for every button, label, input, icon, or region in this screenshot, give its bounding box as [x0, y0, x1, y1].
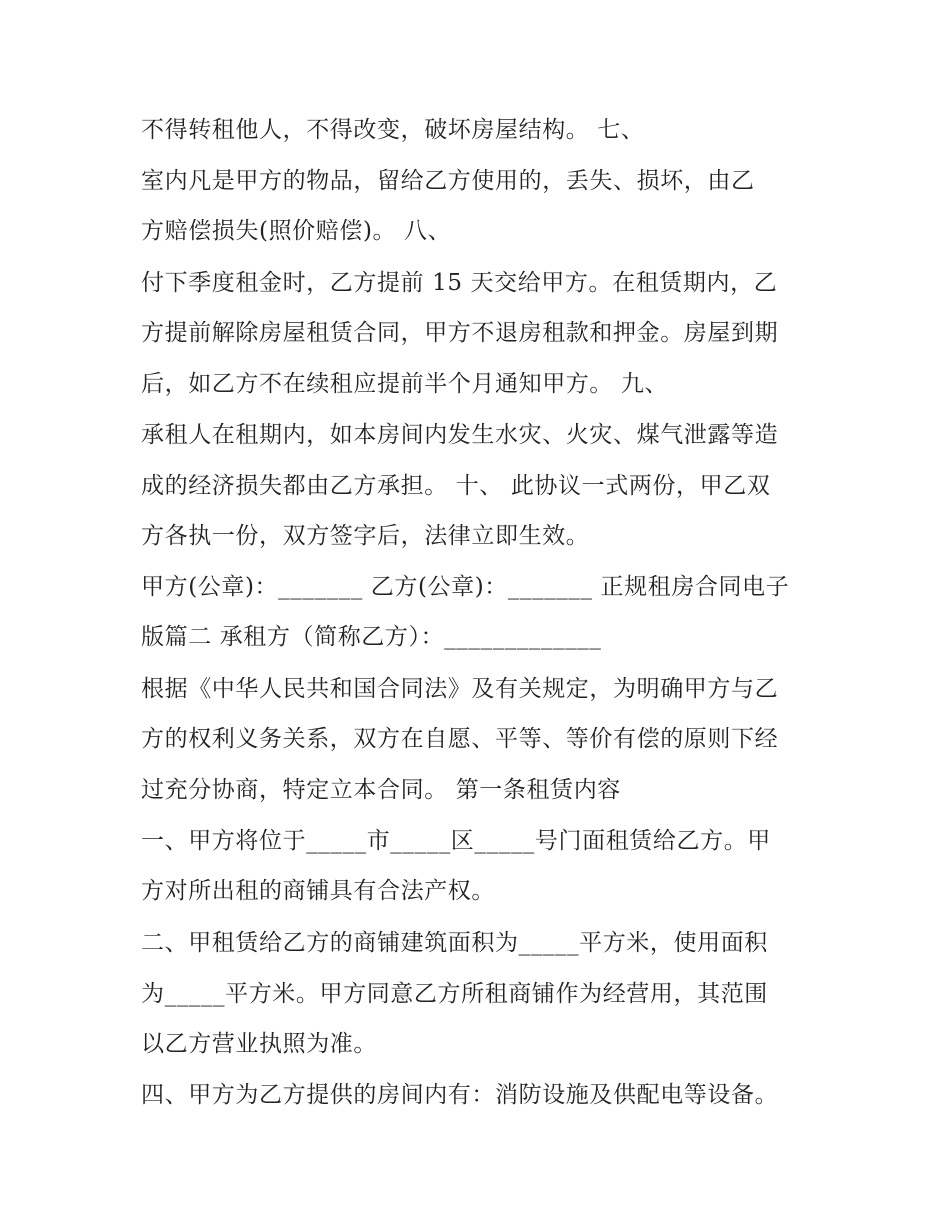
- text-line: 过充分协商，特定立本合同。 第一条租赁内容: [141, 777, 621, 803]
- section-heading-line: 版篇二 承租方（简称乙方）：_____________: [141, 624, 602, 650]
- signature-line: 甲方(公章)：_______ 乙方(公章)：_______ 正规租房合同电子: [141, 574, 790, 600]
- text-line: 方提前解除房屋租赁合同，甲方不退房租款和押金。房屋到期: [141, 320, 779, 346]
- text-line: 付下季度租金时，乙方提前 15 天交给甲方。在租赁期内，乙: [141, 270, 778, 296]
- text-line: 一、甲方将位于_____市_____区_____号门面租赁给乙方。甲: [141, 828, 771, 854]
- text-line: 方赔偿损失(照价赔偿)。 八、: [141, 218, 452, 244]
- text-line: 方各执一份，双方签字后，法律立即生效。: [141, 523, 590, 549]
- text-line: 二、甲租赁给乙方的商铺建筑面积为_____平方米，使用面积: [141, 930, 768, 956]
- text-line: 室内凡是甲方的物品，留给乙方使用的，丢失、损坏，由乙: [141, 168, 755, 194]
- text-line: 方的权利义务关系，双方在自愿、平等、等价有偿的原则下经: [141, 726, 779, 752]
- text-line: 以乙方营业执照为准。: [141, 1031, 377, 1057]
- text-line: 方对所出租的商铺具有合法产权。: [141, 878, 495, 904]
- text-line: 四、甲方为乙方提供的房间内有：消防设施及供配电等设备。: [141, 1082, 779, 1108]
- text-line: 承租人在租期内，如本房间内发生水灾、火灾、煤气泄露等造: [141, 422, 779, 448]
- text-line: 成的经济损失都由乙方承担。 十、 此协议一式两份，甲乙双: [141, 473, 771, 499]
- text-line: 根据《中华人民共和国合同法》及有关规定，为明确甲方与乙: [141, 676, 779, 702]
- text-line: 不得转租他人，不得改变，破坏房屋结构。 七、: [141, 117, 645, 143]
- text-line: 后，如乙方不在续租应提前半个月通知甲方。 九、: [141, 371, 669, 397]
- text-line: 为_____平方米。甲方同意乙方所租商铺作为经营用，其范围: [141, 981, 768, 1007]
